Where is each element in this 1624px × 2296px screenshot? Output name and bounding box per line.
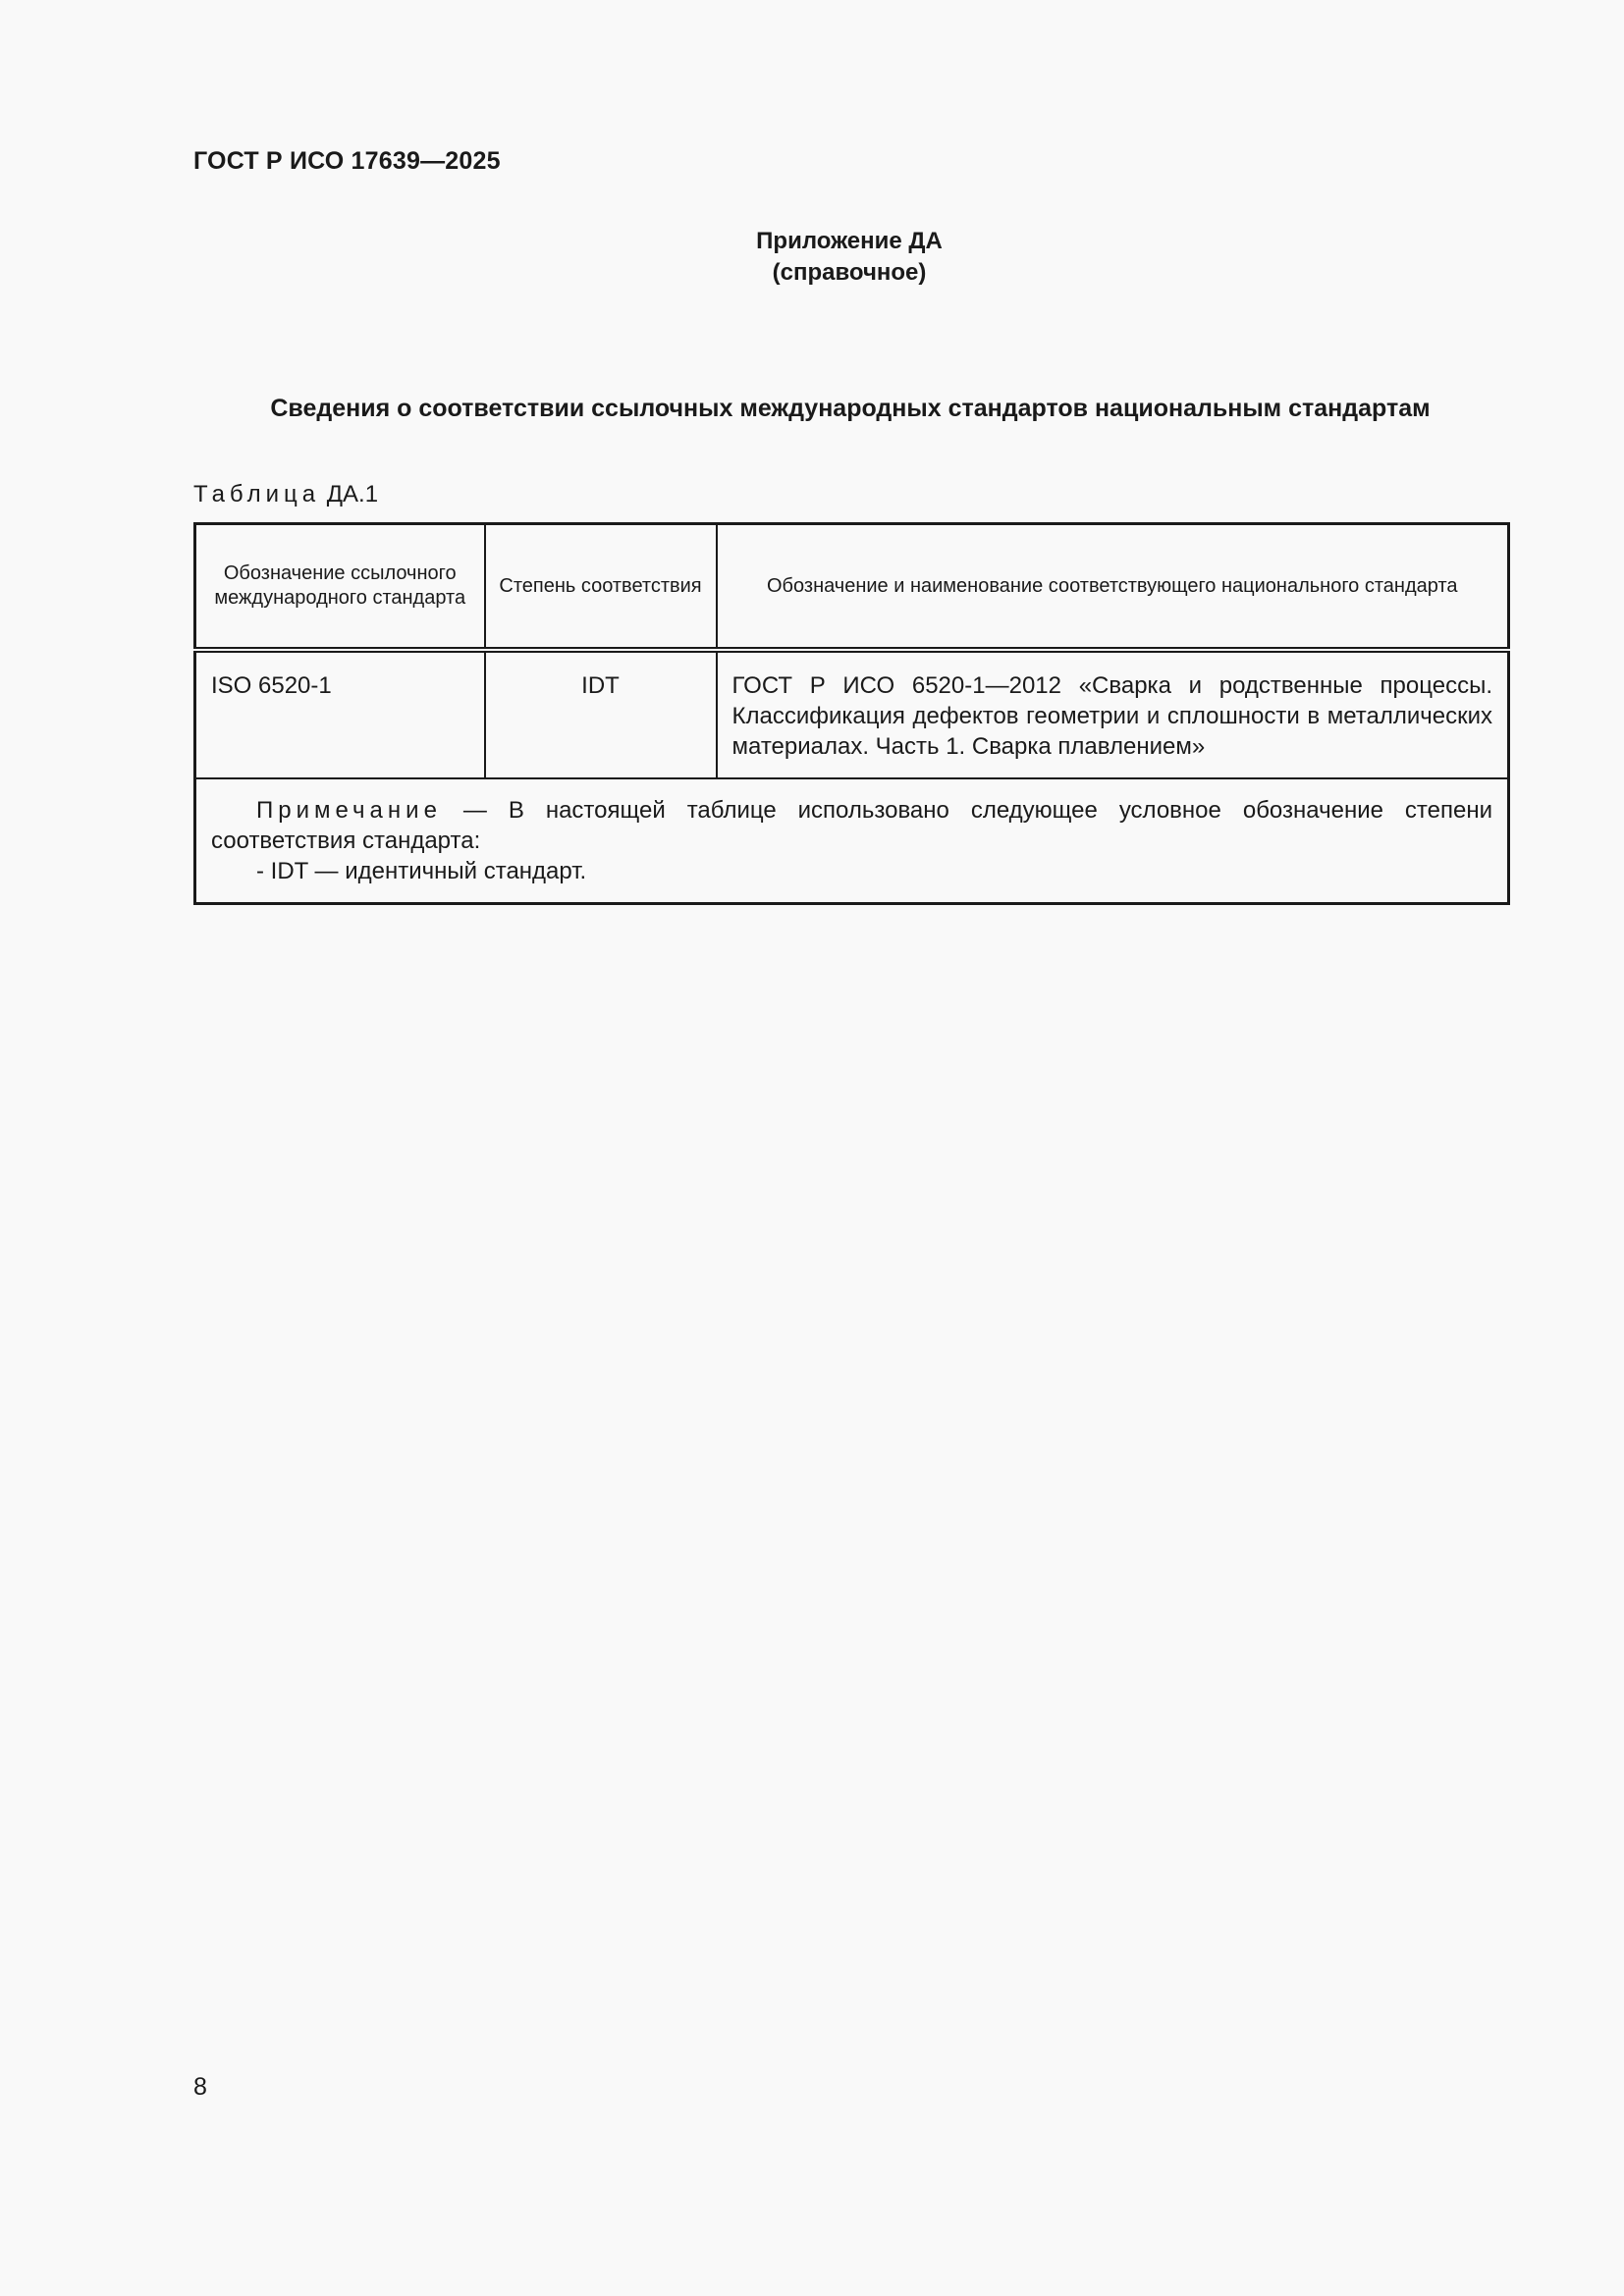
- note-item: - IDT — идентичный стандарт.: [256, 858, 587, 884]
- table-note: [195, 778, 1509, 904]
- appendix-heading: [0, 226, 1624, 289]
- appendix-subtitle: (справочное): [772, 259, 927, 286]
- table-label-number: ДА.1: [326, 481, 379, 507]
- table-header-row: [195, 524, 1509, 651]
- cell-intl-standard: ISO 6520-1: [195, 650, 485, 778]
- note-body: — В настоящей таблице использовано следующее условное обозначение степени соответствия стандарта:: [211, 797, 1492, 854]
- table-label-prefix: Таблица: [193, 481, 321, 507]
- note-text: [211, 795, 1492, 856]
- table-row: [195, 650, 1509, 778]
- correspondence-table: [193, 522, 1510, 905]
- table-label: [193, 481, 378, 508]
- header-degree: Степень соответствия: [485, 524, 717, 651]
- table-note-row: [195, 778, 1509, 904]
- note-prefix: Примечание: [256, 797, 442, 824]
- page-number: 8: [193, 2073, 207, 2101]
- header-intl-standard: Обозначение ссылочного международного стандарта: [195, 524, 485, 651]
- cell-degree: IDT: [485, 650, 717, 778]
- cell-national-standard: ГОСТ Р ИСО 6520-1—2012 «Сварка и родственные процессы. Классификация дефектов геометрии и сплошности в металлических материалах. Часть 1. Сварка плавлением»: [717, 650, 1509, 778]
- appendix-title: Приложение ДА: [756, 228, 943, 254]
- header-national-standard: Обозначение и наименование соответствующего национального стандарта: [717, 524, 1509, 651]
- document-code: ГОСТ Р ИСО 17639—2025: [193, 147, 501, 175]
- section-title: Сведения о соответствии ссылочных международных стандартов национальным стандартам: [270, 395, 1431, 422]
